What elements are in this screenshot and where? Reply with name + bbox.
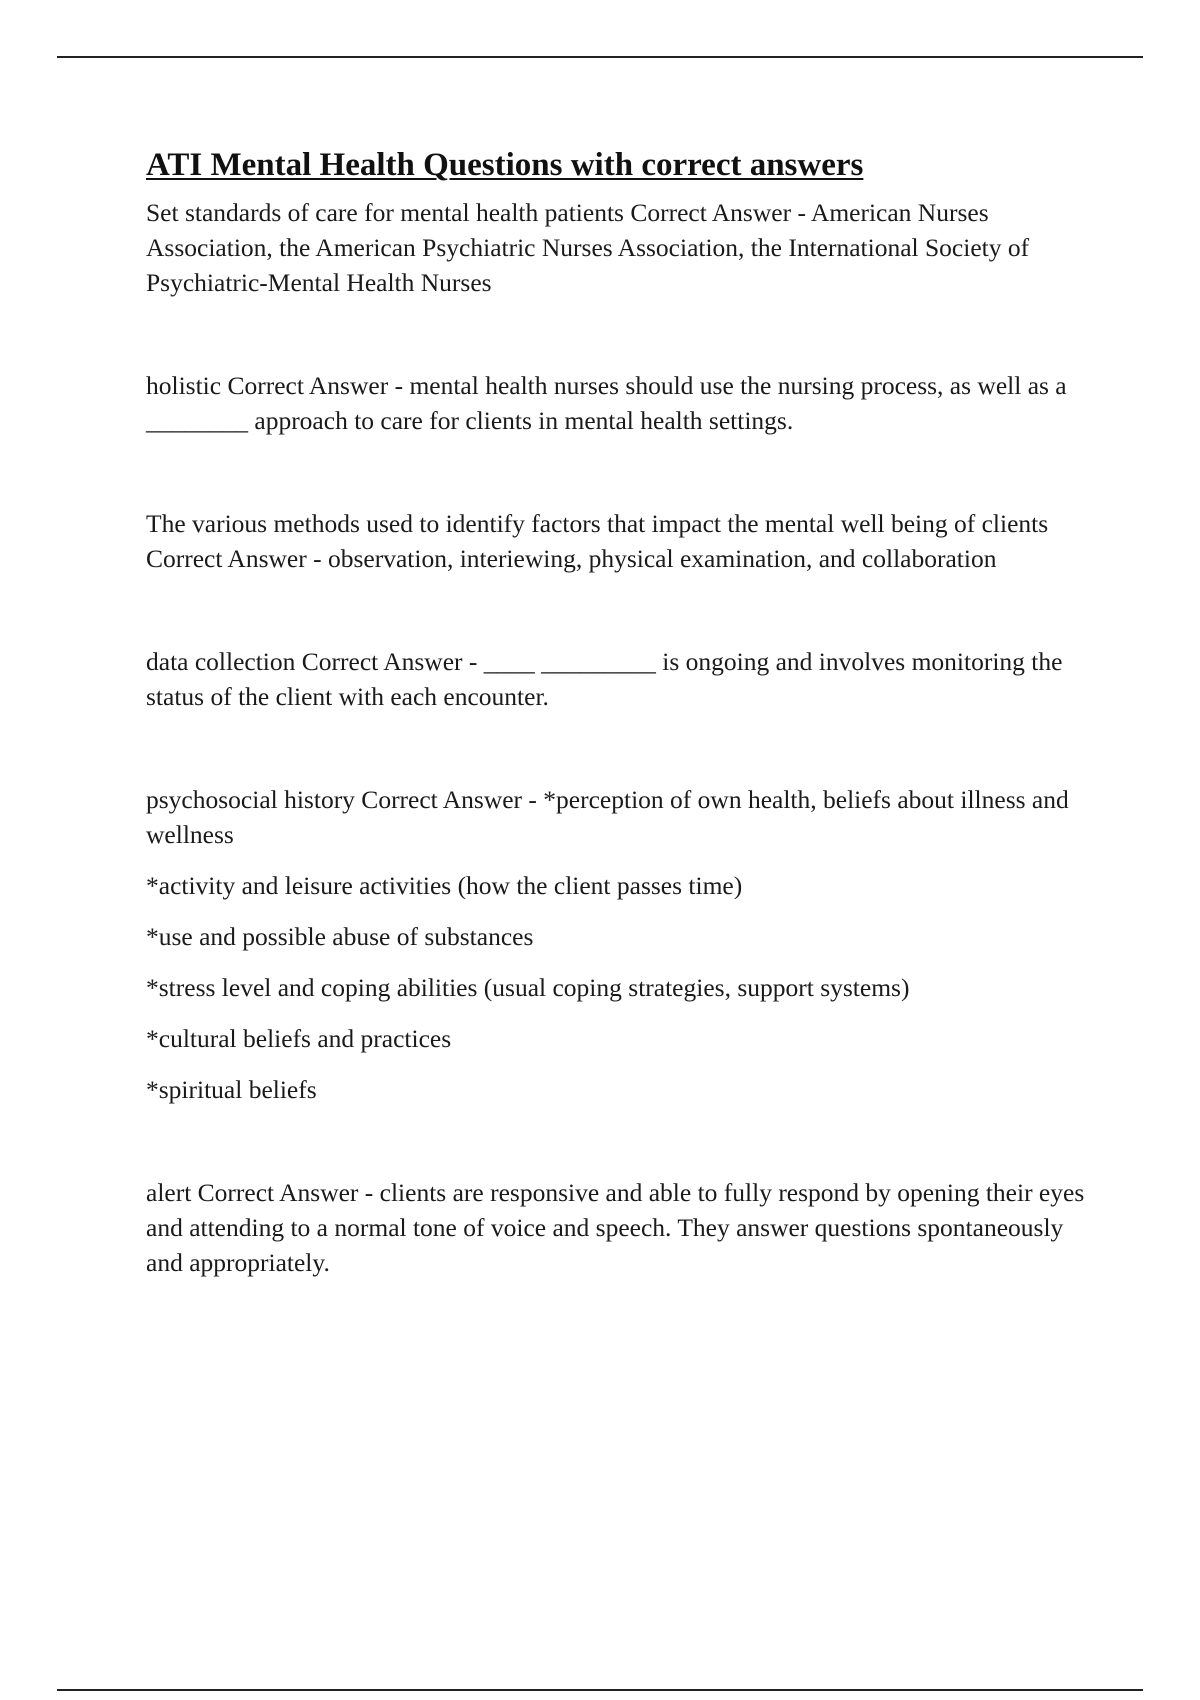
qa-entry-data-collection [146,644,1096,714]
list-item: *cultural beliefs and practices [146,1024,452,1053]
list-item: *spiritual beliefs [146,1075,317,1104]
qa-entry-standards-of-care [146,195,1096,300]
qa-entry-text: alert Correct Answer - clients are responsive and able to fully respond by opening their eyes and attending to a normal tone of voice and speech. They answer questions spontaneously and appropriately. [146,1178,1085,1277]
qa-entry-holistic [146,368,1096,438]
top-divider [57,56,1143,58]
qa-entry-alert [146,1175,1096,1280]
qa-entry-text: Set standards of care for mental health patients Correct Answer - American Nurses Association, the American Psychiatric Nurses Association, the International Society of Psychiatric-Mental Health Nurses [146,198,1030,297]
list-item: *activity and leisure activities (how the client passes time) [146,871,743,900]
qa-entry-text: holistic Correct Answer - mental health nurses should use the nursing process, as well as a ________ approach to care for clients in mental health settings. [146,371,1067,435]
list-item: *use and possible abuse of substances [146,922,534,951]
qa-entry-text: data collection Correct Answer - ____ _________ is ongoing and involves monitoring the status of the client with each encounter. [146,647,1063,711]
qa-entry-text: The various methods used to identify factors that impact the mental well being of clients Correct Answer - observation, interiewing, physical examination, and collaboration [146,509,1049,573]
qa-entry-assessment-methods [146,506,1096,576]
list-item: *stress level and coping abilities (usual coping strategies, support systems) [146,973,910,1002]
qa-entry-psychosocial-history [146,782,1096,1107]
qa-entry-text: psychosocial history Correct Answer - *perception of own health, beliefs about illness and wellness [146,785,1069,849]
document-body [146,145,1096,1280]
psychosocial-history-list [146,868,1096,1107]
bottom-divider [57,1689,1143,1691]
page-title: ATI Mental Health Questions with correct answers [146,147,864,183]
